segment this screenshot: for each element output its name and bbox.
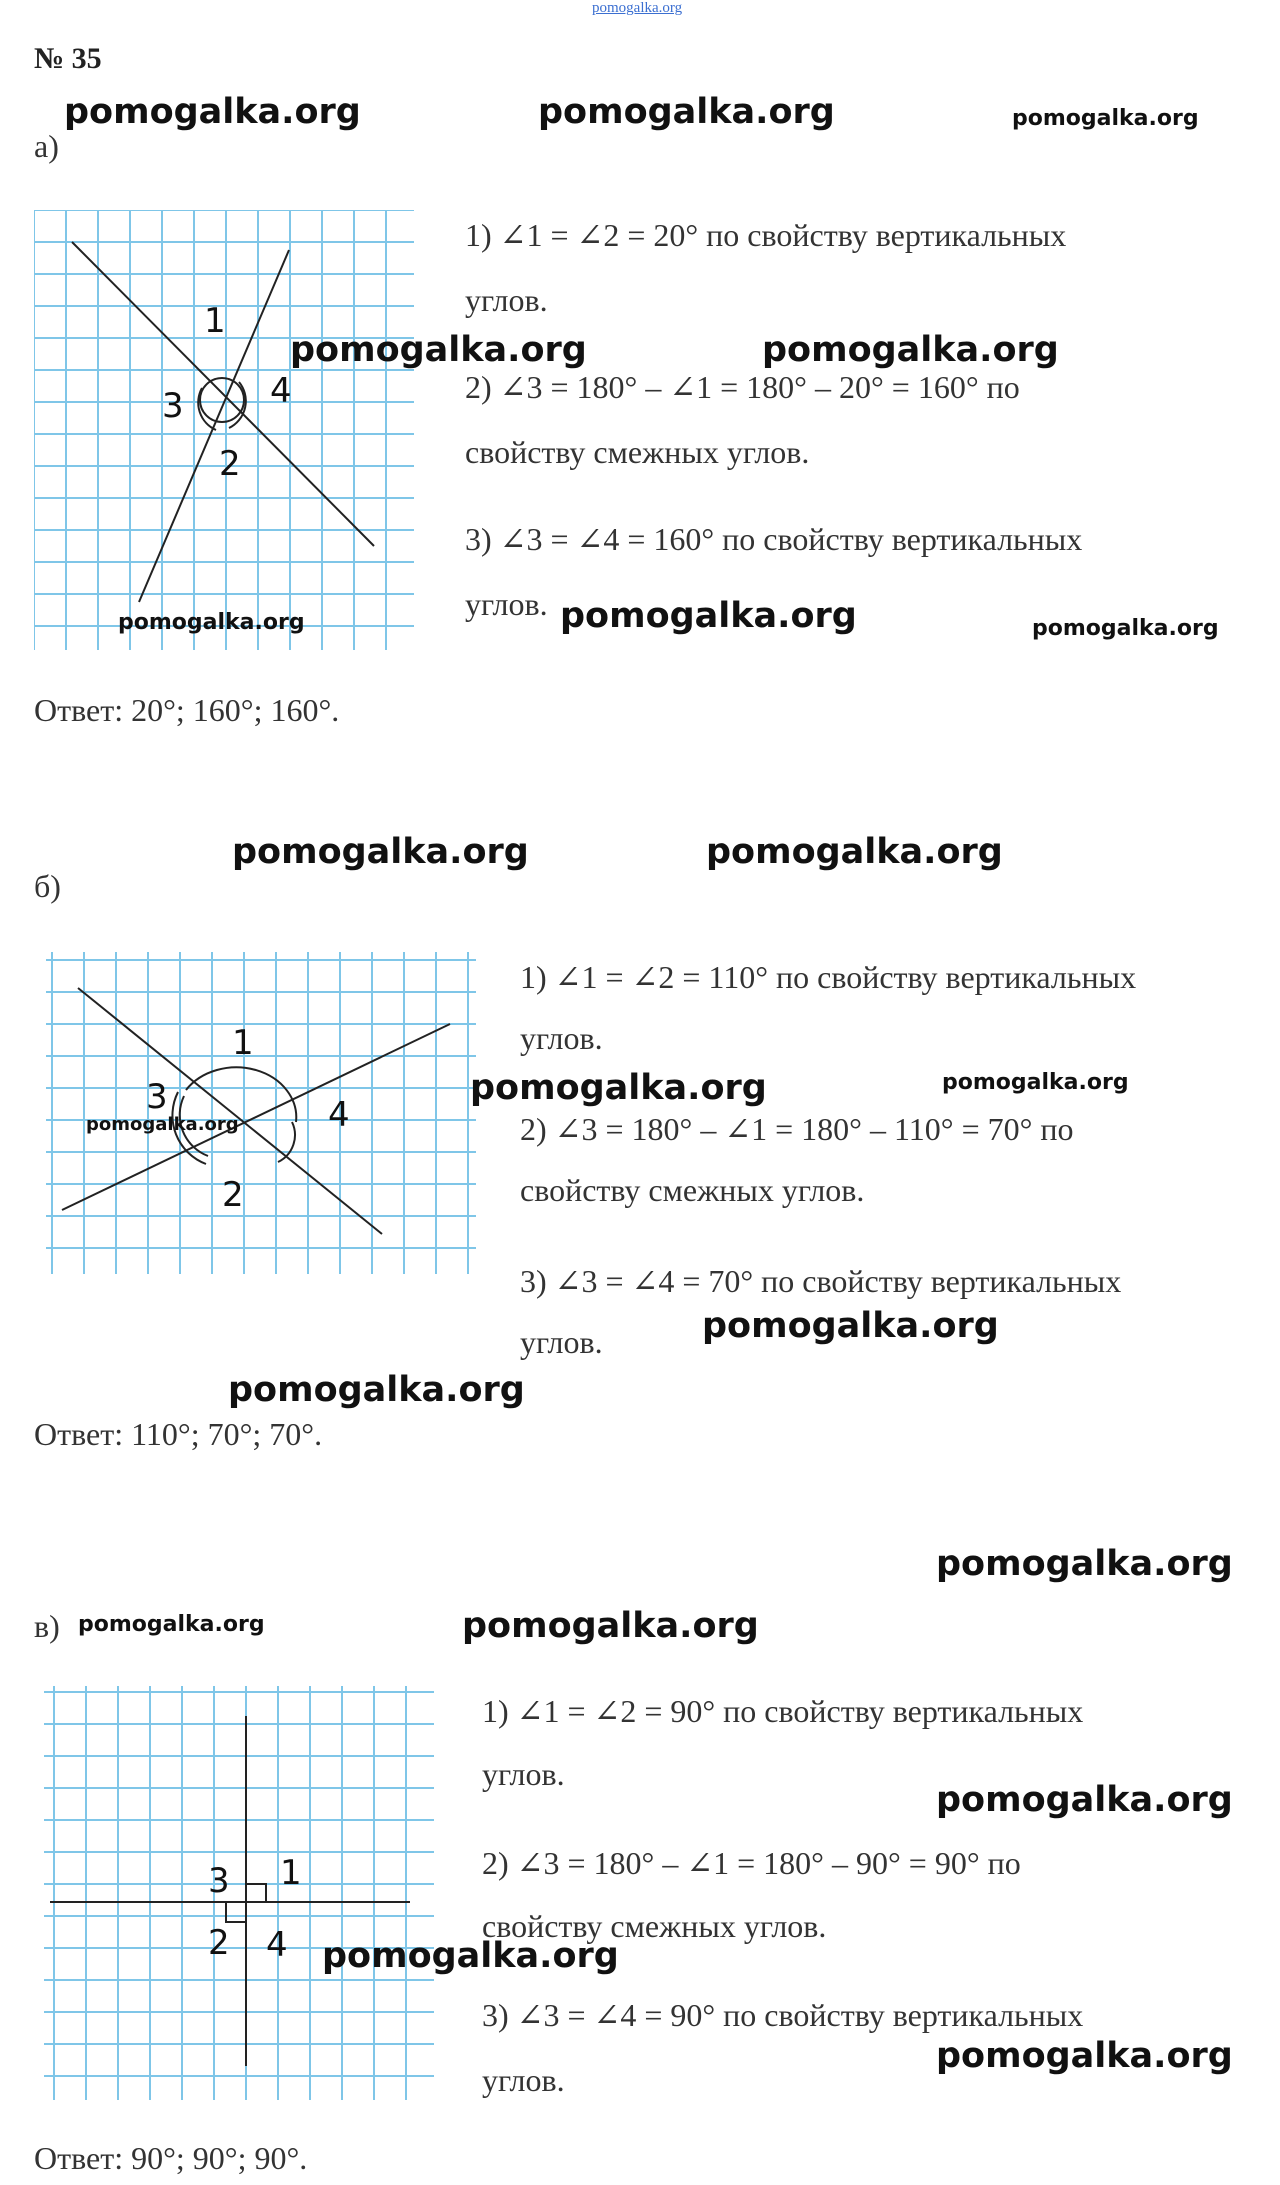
watermark: pomogalka.org xyxy=(470,1068,767,1108)
watermark: pomogalka.org xyxy=(942,1070,1129,1095)
angle-label-4: 4 xyxy=(270,371,292,411)
angle-label-1: 1 xyxy=(280,1853,302,1893)
part-a-step-3: 3) ∠3 = ∠4 = 160° по свойству вертикальных xyxy=(465,521,1083,557)
part-a-step-2: 2) ∠3 = 180° – ∠1 = 180° – 20° = 160° по xyxy=(465,369,1020,405)
part-c-figure xyxy=(44,1686,434,2100)
grid xyxy=(44,1686,434,2100)
watermark: pomogalka.org xyxy=(322,1936,619,1976)
watermark: pomogalka.org xyxy=(538,92,835,132)
watermark: pomogalka.org xyxy=(936,1780,1233,1820)
angle-label-4: 4 xyxy=(266,1925,288,1965)
site-header-link[interactable]: pomogalka.org xyxy=(592,0,683,16)
angle-label-3: 3 xyxy=(162,386,184,426)
grid xyxy=(46,952,476,1274)
watermark: pomogalka.org xyxy=(702,1306,999,1346)
part-b-label: б) xyxy=(34,868,61,904)
part-a-step-1: 1) ∠1 = ∠2 = 20° по свойству вертикальных xyxy=(465,217,1067,253)
part-c-answer: Ответ: 90°; 90°; 90°. xyxy=(34,2140,308,2176)
watermark: pomogalka.org xyxy=(1032,616,1219,641)
part-c-step-1: 1) ∠1 = ∠2 = 90° по свойству вертикальных xyxy=(482,1693,1084,1729)
watermark: pomogalka.org xyxy=(560,596,857,636)
part-b-step-2: 2) ∠3 = 180° – ∠1 = 180° – 110° = 70° по xyxy=(520,1111,1074,1147)
part-a-step-1b: углов. xyxy=(465,282,548,318)
part-a-diagram xyxy=(34,210,414,650)
part-c-label: в) xyxy=(34,1608,60,1644)
watermark: pomogalka.org xyxy=(936,1544,1233,1584)
part-c-step-3b: углов. xyxy=(482,2062,565,2098)
watermark: pomogalka.org xyxy=(64,92,361,132)
part-a-label: а) xyxy=(34,128,59,164)
part-a-step-3b: углов. xyxy=(465,586,548,622)
watermark: pomogalka.org xyxy=(462,1606,759,1646)
part-c-step-3: 3) ∠3 = ∠4 = 90° по свойству вертикальных xyxy=(482,1997,1084,2033)
part-c-step-2: 2) ∠3 = 180° – ∠1 = 180° – 90° = 90° по xyxy=(482,1845,1021,1881)
watermark: pomogalka.org xyxy=(228,1370,525,1410)
watermark: pomogalka.org xyxy=(290,330,587,370)
perpendicular-lines xyxy=(50,1716,410,2066)
watermark: pomogalka.org xyxy=(232,832,529,872)
angle-label-1: 1 xyxy=(204,301,226,341)
angle-label-4: 4 xyxy=(328,1095,350,1135)
watermark: pomogalka.org xyxy=(1012,106,1199,131)
angle-label-2: 2 xyxy=(222,1175,244,1215)
watermark: pomogalka.org xyxy=(936,2036,1233,2076)
watermark: pomogalka.org xyxy=(706,832,1003,872)
watermark: pomogalka.org xyxy=(86,1114,239,1135)
part-c-step-2b: свойству смежных углов. xyxy=(482,1908,827,1944)
angle-label-3: 3 xyxy=(146,1077,168,1117)
watermark: pomogalka.org xyxy=(78,1612,265,1637)
part-a-answer: Ответ: 20°; 160°; 160°. xyxy=(34,692,340,728)
angle-label-3: 3 xyxy=(208,1861,230,1901)
part-b-answer: Ответ: 110°; 70°; 70°. xyxy=(34,1416,323,1452)
angle-label-1: 1 xyxy=(232,1023,254,1063)
angle-label-2: 2 xyxy=(219,444,241,484)
part-b-step-3b: углов. xyxy=(520,1324,603,1360)
watermark: pomogalka.org xyxy=(118,610,305,635)
part-b-figure xyxy=(46,952,476,1274)
angle-label-2: 2 xyxy=(208,1923,230,1963)
part-b-step-2b: свойству смежных углов. xyxy=(520,1172,865,1208)
problem-number: № 35 xyxy=(34,42,102,75)
part-b-step-3: 3) ∠3 = ∠4 = 70° по свойству вертикальных xyxy=(520,1263,1122,1299)
part-c-diagram xyxy=(44,1686,434,2100)
part-a-step-2b: свойству смежных углов. xyxy=(465,434,810,470)
grid xyxy=(34,210,414,650)
intersecting-lines xyxy=(72,242,374,602)
part-b-diagram xyxy=(46,952,476,1274)
part-a-figure xyxy=(34,210,414,650)
part-b-step-1b: углов. xyxy=(520,1020,603,1056)
watermark: pomogalka.org xyxy=(762,330,1059,370)
part-c-step-1b: углов. xyxy=(482,1756,565,1792)
part-b-step-1: 1) ∠1 = ∠2 = 110° по свойству вертикальных xyxy=(520,959,1137,995)
